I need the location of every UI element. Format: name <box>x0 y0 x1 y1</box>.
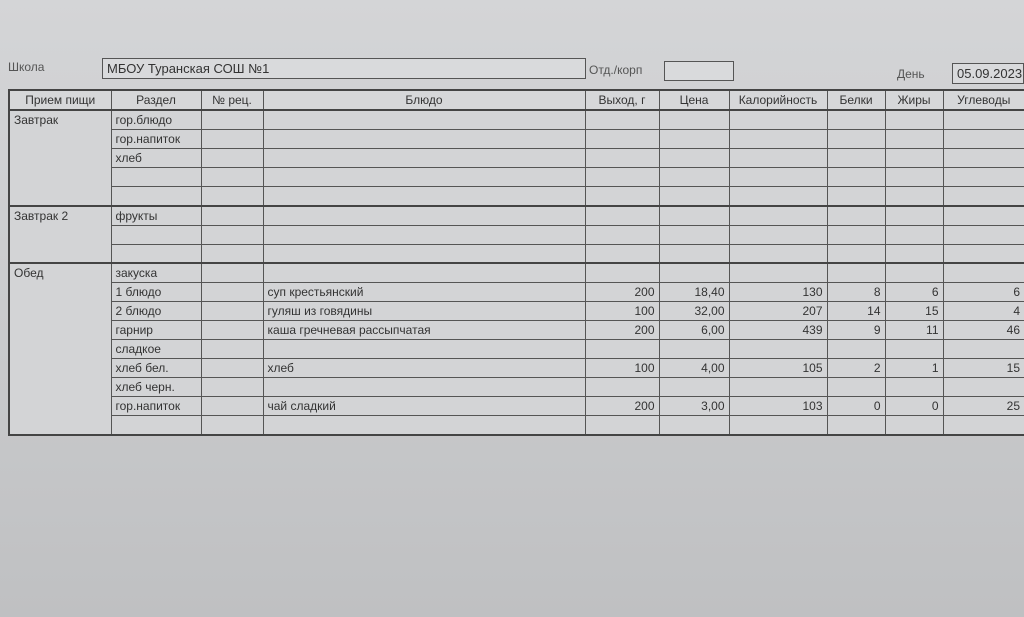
table-row <box>9 359 1024 378</box>
table-header-row <box>9 90 1024 110</box>
col-price: Цена <box>659 90 729 110</box>
day-label: День <box>897 67 925 81</box>
price-cell: 3,00 <box>659 397 729 416</box>
section-cell: хлеб бел. <box>111 359 201 378</box>
table-row <box>9 168 1024 187</box>
protein-cell: 14 <box>827 302 885 321</box>
section-cell: хлеб черн. <box>111 378 201 397</box>
col-fat: Жиры <box>885 90 943 110</box>
col-yield: Выход, г <box>585 90 659 110</box>
col-recipe: № рец. <box>201 90 263 110</box>
yield-cell: 200 <box>585 321 659 340</box>
protein-cell: 2 <box>827 359 885 378</box>
table-row <box>9 187 1024 206</box>
dept-label: Отд./корп <box>589 63 643 77</box>
section-cell: 1 блюдо <box>111 283 201 302</box>
yield-cell: 100 <box>585 302 659 321</box>
dish-cell: гуляш из говядины <box>263 302 585 321</box>
section-cell: закуска <box>111 263 201 283</box>
school-field[interactable]: МБОУ Туранская СОШ №1 <box>102 58 586 79</box>
yield-cell: 100 <box>585 359 659 378</box>
fat-cell: 15 <box>885 302 943 321</box>
yield-cell: 200 <box>585 397 659 416</box>
section-cell: сладкое <box>111 340 201 359</box>
table-row <box>9 340 1024 359</box>
col-dish: Блюдо <box>263 90 585 110</box>
day-field[interactable]: 05.09.2023 <box>952 63 1024 84</box>
price-cell: 6,00 <box>659 321 729 340</box>
section-cell: гарнир <box>111 321 201 340</box>
meal-breakfast-2: Завтрак 2 <box>9 206 111 264</box>
table-row <box>9 130 1024 149</box>
col-meal: Прием пищи <box>9 90 111 110</box>
table-row <box>9 378 1024 397</box>
table-row <box>9 283 1024 302</box>
section-cell: гор.напиток <box>111 130 201 149</box>
fat-cell: 1 <box>885 359 943 378</box>
dish-cell: хлеб <box>263 359 585 378</box>
meal-lunch: Обед <box>9 263 111 435</box>
protein-cell: 0 <box>827 397 885 416</box>
col-protein: Белки <box>827 90 885 110</box>
calories-cell: 207 <box>729 302 827 321</box>
table-row <box>9 206 1024 226</box>
table-row <box>9 321 1024 340</box>
section-cell: 2 блюдо <box>111 302 201 321</box>
table-row <box>9 302 1024 321</box>
calories-cell: 130 <box>729 283 827 302</box>
col-calories: Калорийность <box>729 90 827 110</box>
school-label: Школа <box>8 60 45 74</box>
section-cell: хлеб <box>111 149 201 168</box>
meal-breakfast: Завтрак <box>9 110 111 206</box>
carbs-cell: 4 <box>943 302 1024 321</box>
price-cell: 4,00 <box>659 359 729 378</box>
table-row <box>9 416 1024 435</box>
fat-cell: 11 <box>885 321 943 340</box>
price-cell: 32,00 <box>659 302 729 321</box>
protein-cell: 8 <box>827 283 885 302</box>
yield-cell: 200 <box>585 283 659 302</box>
table-row <box>9 149 1024 168</box>
table-row <box>9 397 1024 416</box>
table-row <box>9 225 1024 244</box>
table-row <box>9 110 1024 130</box>
calories-cell: 105 <box>729 359 827 378</box>
table-row <box>9 244 1024 263</box>
section-cell: гор.блюдо <box>111 110 201 130</box>
dish-cell: каша гречневая рассыпчатая <box>263 321 585 340</box>
table-row <box>9 263 1024 283</box>
dept-field[interactable] <box>664 61 734 81</box>
fat-cell: 0 <box>885 397 943 416</box>
price-cell: 18,40 <box>659 283 729 302</box>
section-cell: фрукты <box>111 206 201 226</box>
calories-cell: 103 <box>729 397 827 416</box>
menu-table <box>8 89 1024 436</box>
dish-cell: чай сладкий <box>263 397 585 416</box>
protein-cell: 9 <box>827 321 885 340</box>
carbs-cell: 6 <box>943 283 1024 302</box>
calories-cell: 439 <box>729 321 827 340</box>
section-cell: гор.напиток <box>111 397 201 416</box>
carbs-cell: 15 <box>943 359 1024 378</box>
col-carbs: Углеводы <box>943 90 1024 110</box>
fat-cell: 6 <box>885 283 943 302</box>
carbs-cell: 25 <box>943 397 1024 416</box>
col-section: Раздел <box>111 90 201 110</box>
dish-cell: суп крестьянский <box>263 283 585 302</box>
carbs-cell: 46 <box>943 321 1024 340</box>
